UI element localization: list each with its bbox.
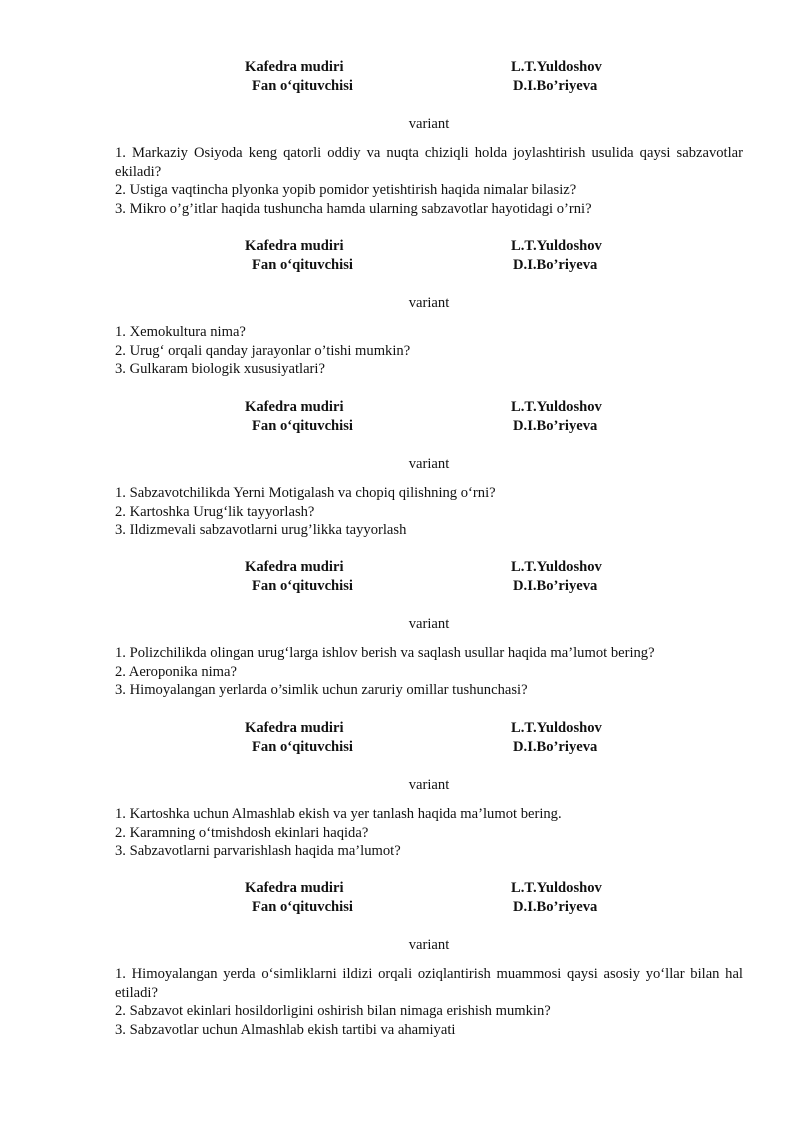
question-item: 2. Urug‘ orqali qanday jarayonlar o’tishi mumkin? [115, 342, 411, 359]
question-item: 3. Sabzavotlar uchun Almashlab ekish tartibi va ahamiyati [115, 1021, 456, 1038]
head-of-department-name: L.T.Yuldoshov [511, 238, 602, 254]
head-of-department-label: Kafedra mudiri [245, 238, 344, 254]
question-item: 3. Mikro o’g’itlar haqida tushuncha hamda ularning sabzavotlar hayotidagi o’rni? [115, 200, 592, 217]
question-item: 1. Sabzavotchilikda Yerni Motigalash va chopiq qilishning o‘rni? [115, 485, 496, 501]
head-of-department-label: Kafedra mudiri [245, 720, 344, 736]
question-list [115, 644, 743, 700]
question-item: 1. Himoyalangan yerda o‘simliklarni ildizi orqali oziqlantirish muammosi qaysi asosiy yo‘llar bilan hal etiladi? [115, 966, 743, 1001]
head-of-department-name: L.T.Yuldoshov [511, 720, 602, 736]
question-item: 3. Sabzavotlarni parvarishlash haqida ma’lumot? [115, 843, 401, 860]
question-item: 2. Kartoshka Urug‘lik tayyorlash? [115, 503, 315, 520]
teacher-name: D.I.Bo’riyeva [513, 418, 598, 434]
question-item: 3. Ildizmevali sabzavotlarni urug’likka tayyorlash [115, 522, 407, 539]
question-list [115, 965, 743, 1039]
teacher-label: Fan o‘qituvchisi [252, 257, 353, 273]
question-item: 3. Himoyalangan yerlarda o’simlik uchun zaruriy omillar tushunchasi? [115, 682, 528, 699]
question-item: 2. Ustiga vaqtincha plyonka yopib pomidor yetishtirish haqida nimalar bilasiz? [115, 182, 577, 199]
question-item: 3. Gulkaram biologik xususiyatlari? [115, 361, 325, 378]
variant-heading: variant [408, 616, 450, 632]
question-item: 1. Xemokultura nima? [115, 324, 246, 340]
teacher-label: Fan o‘qituvchisi [252, 78, 353, 94]
head-of-department-label: Kafedra mudiri [245, 880, 344, 896]
question-list [115, 323, 743, 379]
teacher-label: Fan o‘qituvchisi [252, 739, 353, 755]
teacher-name: D.I.Bo’riyeva [513, 739, 598, 755]
head-of-department-name: L.T.Yuldoshov [511, 880, 602, 896]
teacher-label: Fan o‘qituvchisi [252, 418, 353, 434]
head-of-department-name: L.T.Yuldoshov [511, 559, 602, 575]
head-of-department-label: Kafedra mudiri [245, 399, 344, 415]
teacher-name: D.I.Bo’riyeva [513, 899, 598, 915]
teacher-name: D.I.Bo’riyeva [513, 578, 598, 594]
question-item: 2. Karamning o‘tmishdosh ekinlari haqida? [115, 824, 369, 841]
head-of-department-label: Kafedra mudiri [245, 559, 344, 575]
question-item: 2. Sabzavot ekinlari hosildorligini oshirish bilan nimaga erishish mumkin? [115, 1003, 551, 1020]
variant-heading: variant [408, 456, 450, 472]
head-of-department-name: L.T.Yuldoshov [511, 399, 602, 415]
variant-heading: variant [408, 295, 450, 311]
question-item: 2. Aeroponika nima? [115, 663, 237, 680]
teacher-name: D.I.Bo’riyeva [513, 78, 598, 94]
head-of-department-label: Kafedra mudiri [245, 59, 344, 75]
variant-heading: variant [408, 937, 450, 953]
variant-heading: variant [408, 777, 450, 793]
teacher-name: D.I.Bo’riyeva [513, 257, 598, 273]
question-item: 1. Markaziy Osiyoda keng qatorli oddiy va nuqta chiziqli holda joylashtirish usulida qaysi sabzavotlar ekiladi? [115, 145, 743, 180]
teacher-label: Fan o‘qituvchisi [252, 899, 353, 915]
question-item: 1. Kartoshka uchun Almashlab ekish va yer tanlash haqida ma’lumot bering. [115, 806, 562, 822]
question-list [115, 484, 743, 540]
question-list [115, 144, 743, 218]
head-of-department-name: L.T.Yuldoshov [511, 59, 602, 75]
teacher-label: Fan o‘qituvchisi [252, 578, 353, 594]
variant-heading: variant [408, 116, 450, 132]
question-item: 1. Polizchilikda olingan urug‘larga ishlov berish va saqlash usullar haqida ma’lumot bering? [115, 645, 655, 661]
question-list [115, 805, 743, 861]
